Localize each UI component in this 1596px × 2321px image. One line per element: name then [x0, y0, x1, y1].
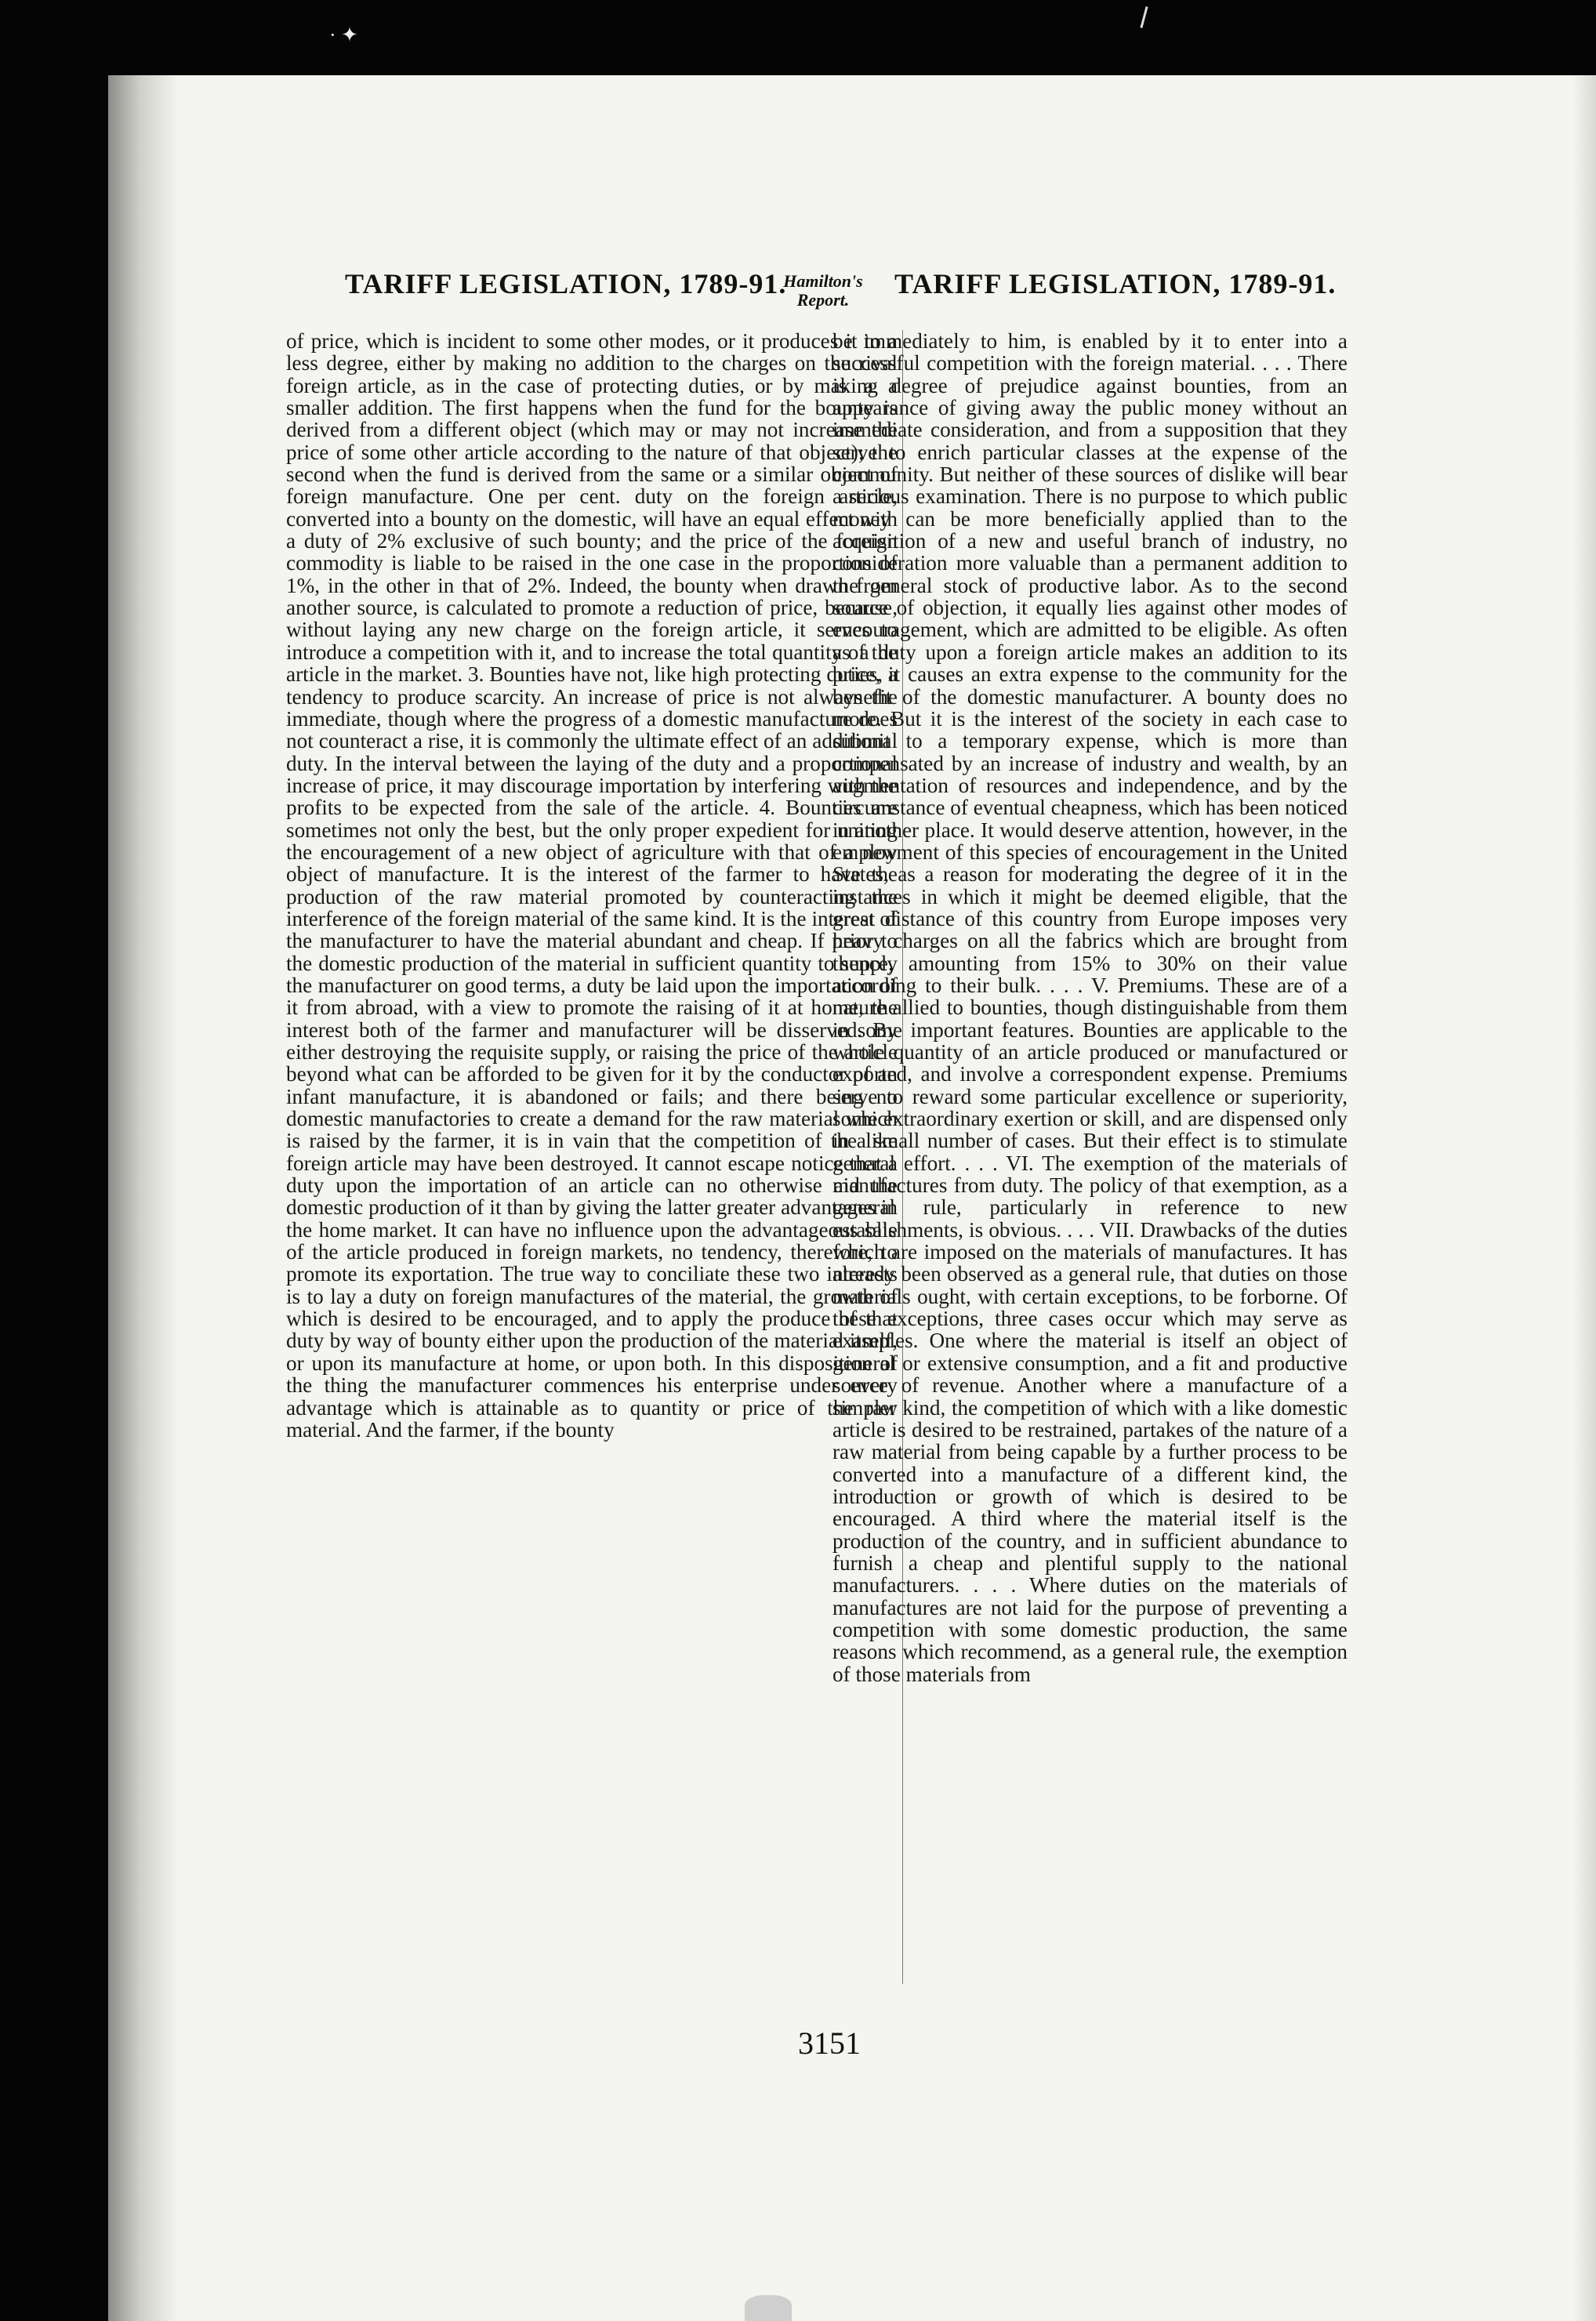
right-text-column: be immediately to him, is enabled by it to enter into a successful competition with the foreign material. . . . There is a degree of prejudice against bounties, from an appearance of giving away the public money without an immediate consideration, and from a supposition that they serve to enrich particular classes at the expense of the community. But neither of these sources of dislike will bear a serious examination. There is no purpose to which public money can be more beneficially applied than to the acquisition of a new and useful branch of industry, no consideration more valuable than a permanent addition to the general stock of productive labor. As to the second source of objection, it equally lies against other modes of encouragement, which are admitted to be eligible. As often as a duty upon a foreign article makes an addition to its price, it causes an extra expense to the community for the benefit of the domestic manufacturer. A bounty does no more. But it is the interest of the society in each case to submit to a temporary expense, which is more than compensated by an increase of industry and wealth, by an augmentation of resources and independence, and by the circumstance of eventual cheapness, which has been noticed in another place. It would deserve attention, however, in the employment of this species of encouragement in the United States, as a reason for moderating the degree of it in the instances in which it might be deemed eligible, that the great distance of this country from Europe imposes very heavy charges on all the fabrics which are brought from thence, amounting from 15% to 30% on their value according to their bulk. . . . V. Premiums. These are of a nature allied to bounties, though distinguishable from them in some important features. Bounties are applicable to the whole quantity of an article produced or manufactured or exported, and involve a correspondent expense. Premiums serve to reward some particular excellence or superiority, some extraordinary exertion or skill, and are dispensed only in a small number of cases. But their effect is to stimulate general effort. . . . VI. The exemption of the materials of manufactures from duty. The policy of that exemption, as a general rule, particularly in reference to new establishments, is obvious. . . . VII. Drawbacks of the duties which are imposed on the materials of manufactures. It has already been observed as a general rule, that duties on those materials ought, with certain exceptions, to be forborne. Of these exceptions, three cases occur which may serve as examples. One where the material is itself an object of general or extensive consumption, and a fit and productive source of revenue. Another where a manufacture of a simpler kind, the competition of which with a like domestic article is desired to be restrained, partakes of the nature of a raw material from being capable by a further process to be converted into a manufacture of a different kind, the introduction or growth of which is desired to be encouraged. A third where the material itself is the production of the country, and in sufficient abundance to furnish a cheap and plentiful supply to the national manufacturers. . . . Where duties on the materials of manufactures are not laid for the purpose of preventing a competition with some domestic production, the same reasons which recommend, as a general rule, the exemption of those materials from [832, 330, 1348, 1686]
document-page [108, 75, 1596, 2321]
header-section-line1: Hamilton's [783, 271, 863, 291]
film-mark [1140, 6, 1148, 28]
film-edge-mark [745, 2295, 792, 2321]
film-specks: · ✦ [329, 24, 358, 46]
running-header [108, 267, 1596, 330]
header-section-label [760, 272, 886, 310]
header-section-line2: Report. [796, 290, 850, 310]
header-title-left: TARIFF LEGISLATION, 1789-91. [345, 268, 787, 299]
page-number: 3151 [798, 2025, 861, 2061]
left-text-column: of price, which is incident to some other modes, or it produces it to a less degree, either by making no addition to the charges on the rival foreign article, as in the case of protecting duties, or by making a smaller addition. The first happens when the fund for the bounty is derived from a different object (which may or may not increase the price of some other article according to the nature of that object); the second when the fund is derived from the same or a similar object of foreign manufacture. One per cent. duty on the foreign article, converted into a bounty on the domestic, will have an equal effect with a duty of 2% exclusive of such bounty; and the price of the foreign commodity is liable to be raised in the one case in the proportion of 1%, in the other in that of 2%. Indeed, the bounty when drawn from another source, is calculated to promote a reduction of price, because, without laying any new charge on the foreign article, it serves to introduce a competition with it, and to increase the total quantity of the article in the market. 3. Bounties have not, like high protecting duties, a tendency to produce scarcity. An increase of price is not always the immediate, though where the progress of a domestic manufacture does not counteract a rise, it is commonly the ultimate effect of an additional duty. In the interval between the laying of the duty and a proportional increase of price, it may discourage importation by interfering with the profits to be expected from the sale of the article. 4. Bounties are sometimes not only the best, but the only proper expedient for uniting the encouragement of a new object of agriculture with that of a new object of manufacture. It is the interest of the farmer to have the production of the raw material promoted by counteracting the interference of the foreign material of the same kind. It is the interest of the manufacturer to have the material abundant and cheap. If prior to the domestic production of the material in sufficient quantity to supply the manufacturer on good terms, a duty be laid upon the importation of it from abroad, with a view to promote the raising of it at home, the interest both of the farmer and manufacturer will be disserved. By either destroying the requisite supply, or raising the price of the article beyond what can be afforded to be given for it by the conductor of an infant manufacture, it is abandoned or fails; and there being no domestic manufactories to create a demand for the raw material which is raised by the farmer, it is in vain that the competition of the like foreign article may have been destroyed. It cannot escape notice that a duty upon the importation of an article can no otherwise aid the domestic production of it than by giving the latter greater advantages in the home market. It can have no influence upon the advantageous sale of the article produced in foreign markets, no tendency, therefore, to promote its exportation. The true way to conciliate these two interests is to lay a duty on foreign manufactures of the material, the growth of which is desired to be encouraged, and to apply the produce of that duty by way of bounty either upon the production of the material itself, or upon its manufacture at home, or upon both. In this disposition of the thing the manufacturer commences his enterprise under every advantage which is attainable as to quantity or price of the raw material. And the farmer, if the bounty [286, 330, 898, 1442]
header-title-right: TARIFF LEGISLATION, 1789-91. [894, 268, 1337, 299]
